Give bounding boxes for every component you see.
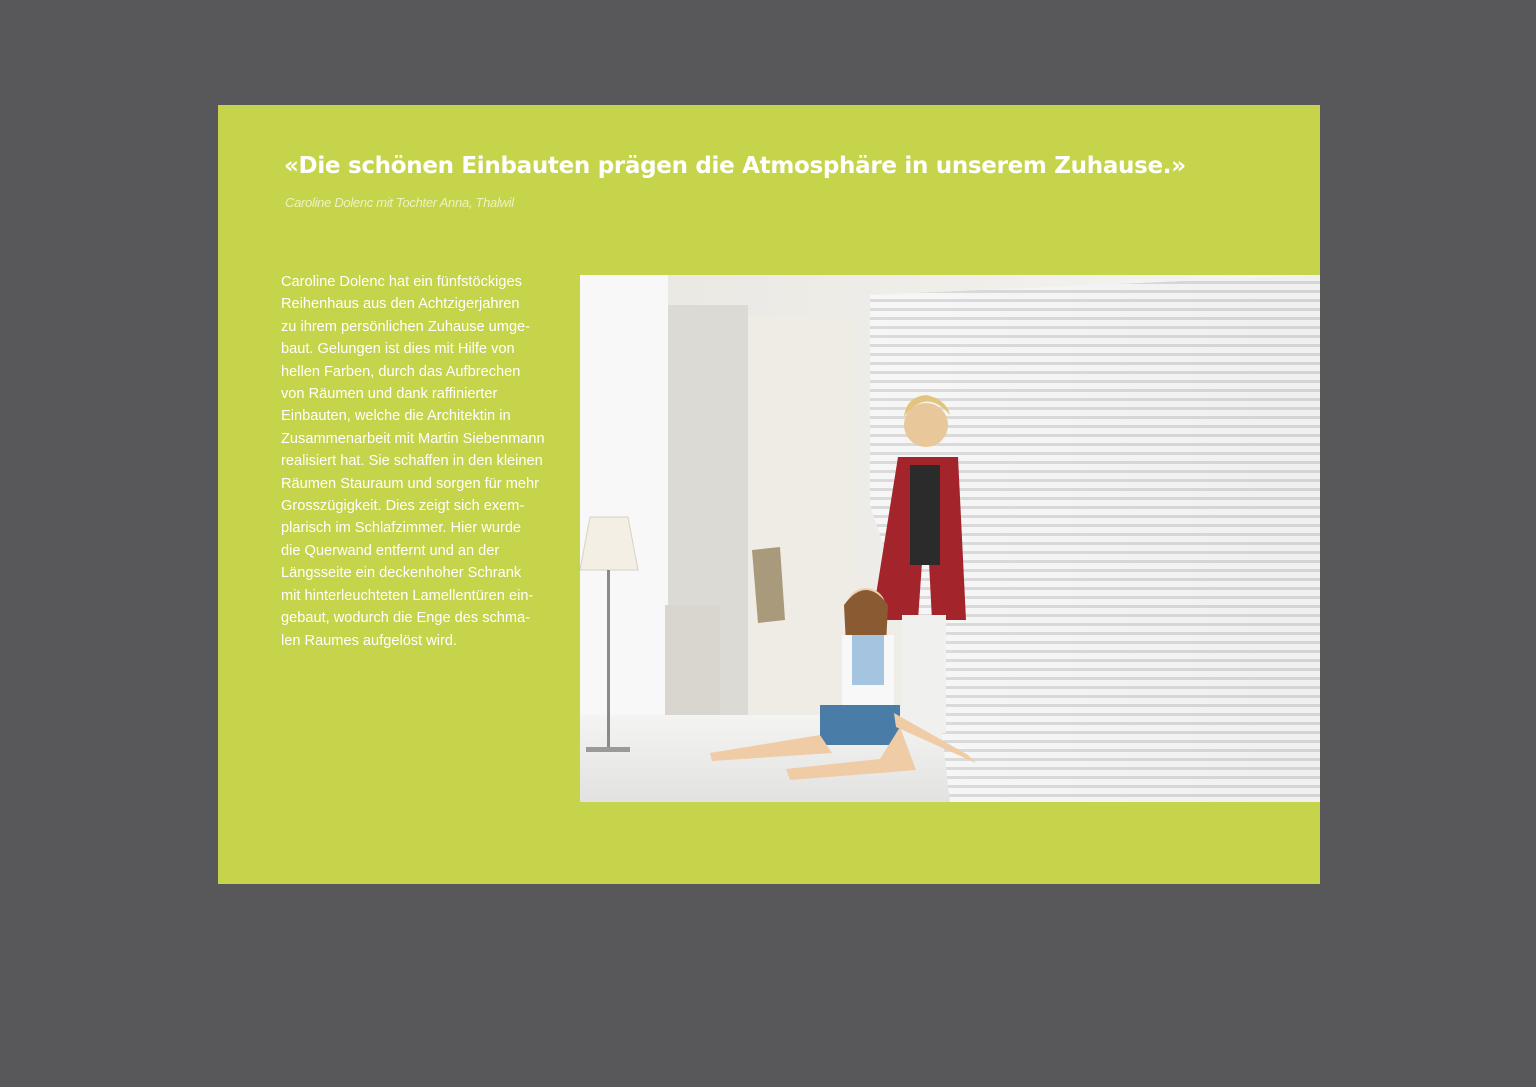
body-line: plarisch im Schlafzimmer. Hier wurde	[281, 520, 522, 537]
body-line: zu ihrem persönlichen Zuhause umge-	[281, 318, 531, 335]
body-line: hellen Farben, durch das Aufbrechen	[281, 363, 521, 380]
woman-head	[904, 403, 948, 447]
body-line: Räumen Stauraum und sorgen für mehr	[281, 475, 539, 492]
body-line: Längsseite ein deckenhoher Schrank	[281, 565, 522, 582]
sofa	[665, 605, 720, 715]
interior-photo-illustration	[580, 275, 1320, 802]
body-line: Zusammenarbeit mit Martin Siebenmann	[281, 430, 545, 447]
girl-scarf	[852, 635, 884, 685]
brochure-page	[218, 105, 1320, 884]
body-line: baut. Gelungen ist dies mit Hilfe von	[281, 341, 515, 358]
lamp-base	[586, 747, 630, 752]
body-line: die Querwand entfernt und an der	[281, 542, 500, 559]
body-line: Einbauten, welche die Architektin in	[281, 408, 511, 425]
body-line: von Räumen und dank raffinierter	[281, 386, 498, 403]
lamp-shade	[580, 517, 638, 570]
body-line: Caroline Dolenc hat ein fünfstöckiges	[281, 274, 522, 290]
woman-trousers	[902, 615, 946, 733]
body-text	[281, 271, 571, 652]
back-wall	[748, 315, 858, 725]
body-line: len Raumes aufgelöst wird.	[281, 632, 458, 649]
girl-shorts	[820, 705, 900, 745]
pull-quote: «Die schönen Einbauten prägen die Atmosphäre in unserem Zuhause.»	[284, 153, 1186, 179]
body-line: realisiert hat. Sie schaffen in den kleinen	[281, 453, 543, 470]
body-line: Grosszügigkeit. Dies zeigt sich exem-	[281, 498, 525, 515]
body-line: Reihenhaus aus den Achtzigerjahren	[281, 296, 520, 313]
lamp-pole	[607, 570, 610, 748]
woman-blouse	[910, 465, 940, 565]
photo-caption: Caroline Dolenc mit Tochter Anna, Thalwil	[285, 195, 514, 210]
body-line: mit hinterleuchteten Lamellentüren ein-	[281, 587, 534, 604]
body-line: gebaut, wodurch die Enge des schma-	[281, 610, 531, 627]
interior-photo	[580, 275, 1320, 802]
